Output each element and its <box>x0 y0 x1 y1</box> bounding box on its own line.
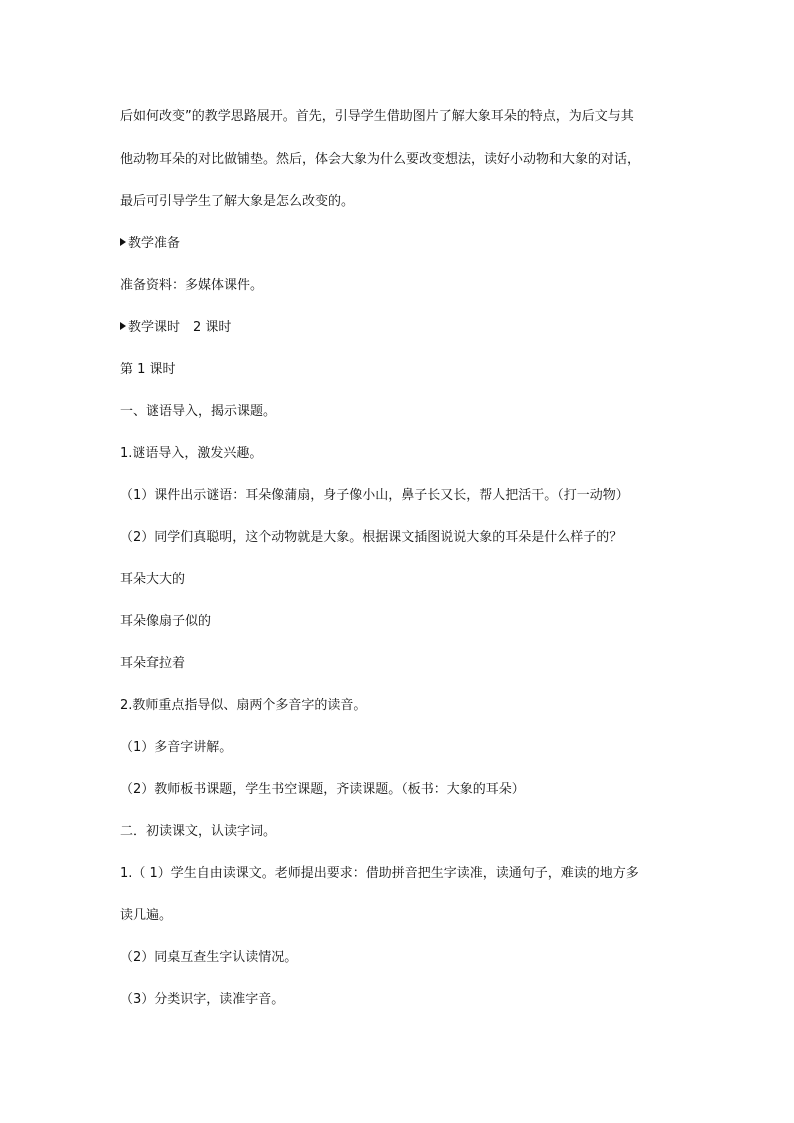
paragraph-line-3: 最后可引导学生了解大象是怎么改变的。 <box>120 194 355 209</box>
paragraph-line-2: 他动物耳朵的对比做铺垫。然后，体会大象为什么要改变想法，读好小动物和大象的对话， <box>120 152 641 167</box>
step-heading: 1.谜语导入，激发兴趣。 <box>120 446 263 461</box>
answer-item: 耳朵大大的 <box>120 572 186 587</box>
step-item-continued: 读几遍。 <box>120 908 173 923</box>
section-one-heading: 一、谜语导入，揭示课题。 <box>120 404 277 419</box>
triangle-bullet-icon <box>120 238 126 246</box>
answer-item: 耳朵耷拉着 <box>120 656 186 671</box>
step-item: （3）分类识字，读准字音。 <box>120 992 285 1007</box>
triangle-bullet-icon <box>120 322 126 330</box>
step-item: （2）同学们真聪明，这个动物就是大象。根据课文插图说说大象的耳朵是什么样子的？ <box>120 530 623 545</box>
section-heading-class-hours <box>120 319 690 337</box>
step-item: 1.（ 1）学生自由读课文。老师提出要求：借助拼音把生字读准，读通句子，难读的地方多 <box>120 866 639 881</box>
step-item: （2）教师板书课题，学生书空课题，齐读课题。（板书：大象的耳朵） <box>120 782 525 797</box>
step-item: （1）多音字讲解。 <box>120 740 233 755</box>
answer-item: 耳朵像扇子似的 <box>120 614 212 629</box>
section-two-heading: 二．初读课文，认读字词。 <box>120 824 277 839</box>
step-item: （1）课件出示谜语：耳朵像蒲扇，身子像小山，鼻子长又长，帮人把活干。（打一动物） <box>120 488 629 503</box>
prep-materials: 准备资料：多媒体课件。 <box>120 278 264 293</box>
lesson-title: 第 1 课时 <box>120 362 176 377</box>
section-heading-text: 教学准备 <box>128 236 181 251</box>
section-heading-text: 教学课时 2 课时 <box>128 320 232 335</box>
paragraph-line-1: 后如何改变”的教学思路展开。首先，引导学生借助图片了解大象耳朵的特点，为后文与其 <box>120 109 634 124</box>
section-heading-teaching-prep <box>120 235 690 253</box>
step-item: （2）同桌互查生字认读情况。 <box>120 950 298 965</box>
step-heading: 2.教师重点指导似、扇两个多音字的读音。 <box>120 698 367 713</box>
